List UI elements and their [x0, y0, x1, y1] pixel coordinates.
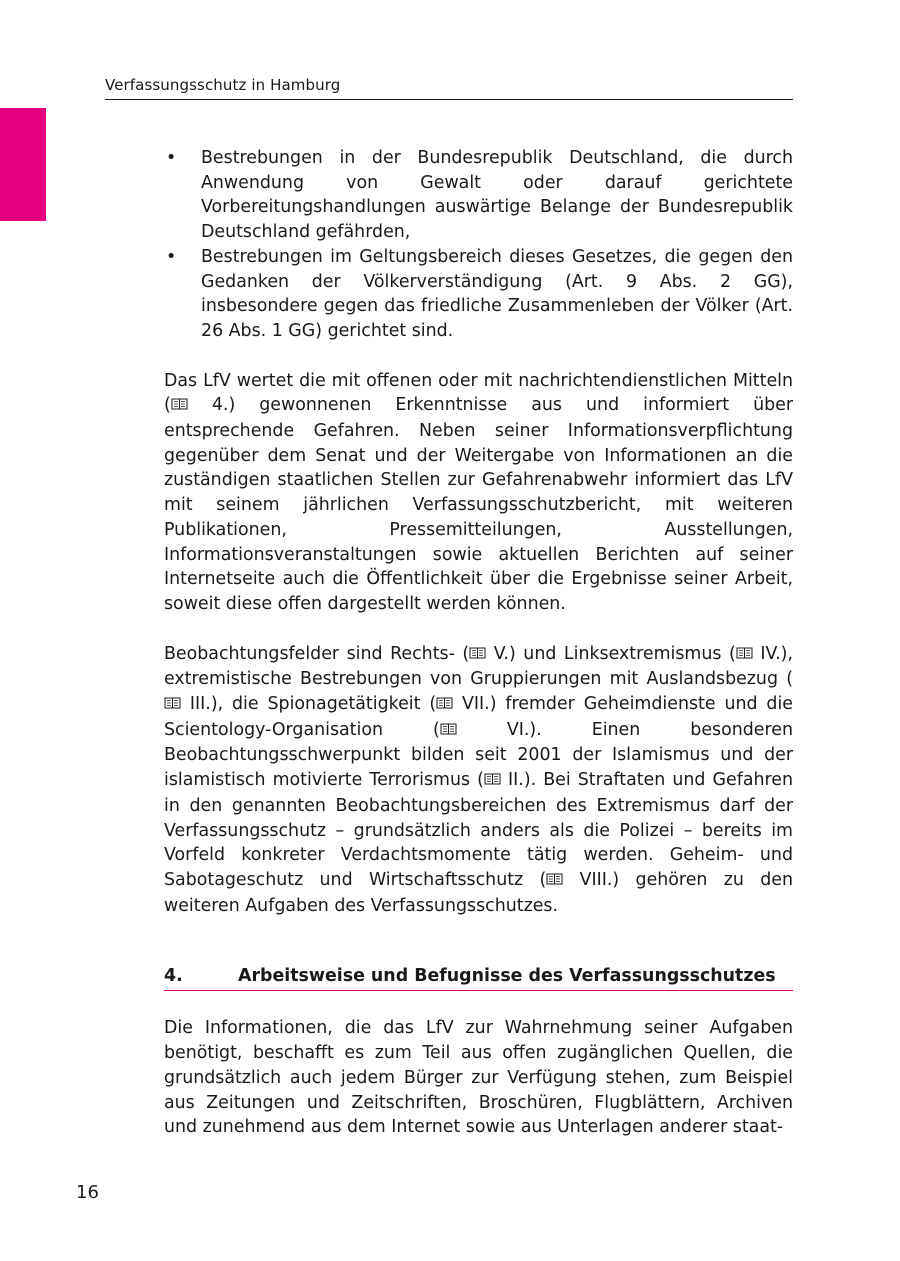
book-icon: [736, 643, 753, 668]
paragraph-fields: Beobachtungsfelder sind Rechts- ( V.) und Linksextremismus ( IV.), extremistische Bestrebungen von Gruppierungen mit Auslandsbezug ( III.), die Spionagetätigkeit ( VII.) fremder Geheimdienste und die Scientology-Organisation ( VI.). Einen besonderen Beobachtungsschwerpunkt bilden seit 2001 der Islamismus und der islamistisch motivierte Terrorismus ( II.). Bei Straftaten und Gefahren in den genannten Beobachtungsbereichen des Extremismus darf der Verfassungsschutz – grundsätzlich anders als die Polizei – bereits im Vorfeld konkreter Verdachtsmomente tätig werden. Geheim- und Sabotageschutz und Wirtschaftsschutz ( VIII.) gehören zu den weiteren Aufgaben des Verfassungsschutzes.: [164, 643, 793, 916]
book-icon: [436, 693, 453, 718]
book-icon: [171, 394, 188, 419]
accent-bar: [0, 108, 46, 221]
bullet-list: [164, 146, 793, 344]
running-title: Verfassungsschutz in Hamburg: [105, 76, 341, 94]
list-item-text: Bestrebungen in der Bundesrepublik Deutschland, die durch Anwendung von Gewalt oder darauf gerichtete Vorbereitungshandlungen auswärtige Belange der Bundesrepublik Deutschland gefährden,: [201, 148, 793, 243]
list-item-text: Bestrebungen im Geltungsbereich dieses Gesetzes, die gegen den Gedanken der Völkerverständigung (Art. 9 Abs. 2 GG), insbesondere gegen das friedliche Zusammenleben der Völker (Art. 26 Abs. 1 GG) gerichtet sind.: [201, 246, 793, 341]
page-body: [164, 146, 793, 1140]
section-heading: [164, 962, 793, 991]
paragraph-sources: Die Informationen, die das LfV zur Wahrnehmung seiner Aufgaben benötigt, beschafft es zum Teil aus offen zugänglichen Quellen, die grundsätzlich auch jedem Bürger zur Verfügung stehen, zum Beispiel aus Zeitungen und Zeitschriften, Broschüren, Flugblättern, Archiven und zunehmend aus dem Internet sowie aus Unterlagen anderer staat-: [164, 1018, 793, 1138]
bullet-icon: •: [166, 148, 177, 168]
running-header: [105, 74, 793, 100]
book-icon: [469, 643, 486, 668]
book-icon: [164, 693, 181, 718]
book-icon: [484, 769, 501, 794]
page-number: 16: [76, 1182, 99, 1203]
section-number: 4.: [164, 966, 183, 987]
book-icon: [440, 719, 457, 744]
bullet-icon: •: [166, 246, 177, 267]
book-icon: [546, 869, 563, 894]
list-item: [164, 146, 793, 245]
section-title: Arbeitsweise und Befugnisse des Verfassungsschutzes: [238, 966, 776, 987]
paragraph-tasks: Das LfV wertet die mit offenen oder mit nachrichtendienstlichen Mitteln ( 4.) gewonnenen Erkenntnisse aus und informiert über entsprechende Gefahren. Neben seiner Informationsverpflichtung gegenüber dem Senat und der Weitergabe von Informationen an die zuständigen staatlichen Stellen zur Gefahrenabwehr informiert das LfV mit seinem jährlichen Verfassungsschutzbericht, mit weiteren Publikationen, Pressemitteilungen, Ausstellungen, Informationsveranstaltungen sowie aktuellen Berichten auf seiner Internetseite auch die Öffentlichkeit über die Ergebnisse seiner Arbeit, soweit diese offen dargestellt werden können.: [164, 370, 794, 614]
list-item: [164, 245, 793, 344]
